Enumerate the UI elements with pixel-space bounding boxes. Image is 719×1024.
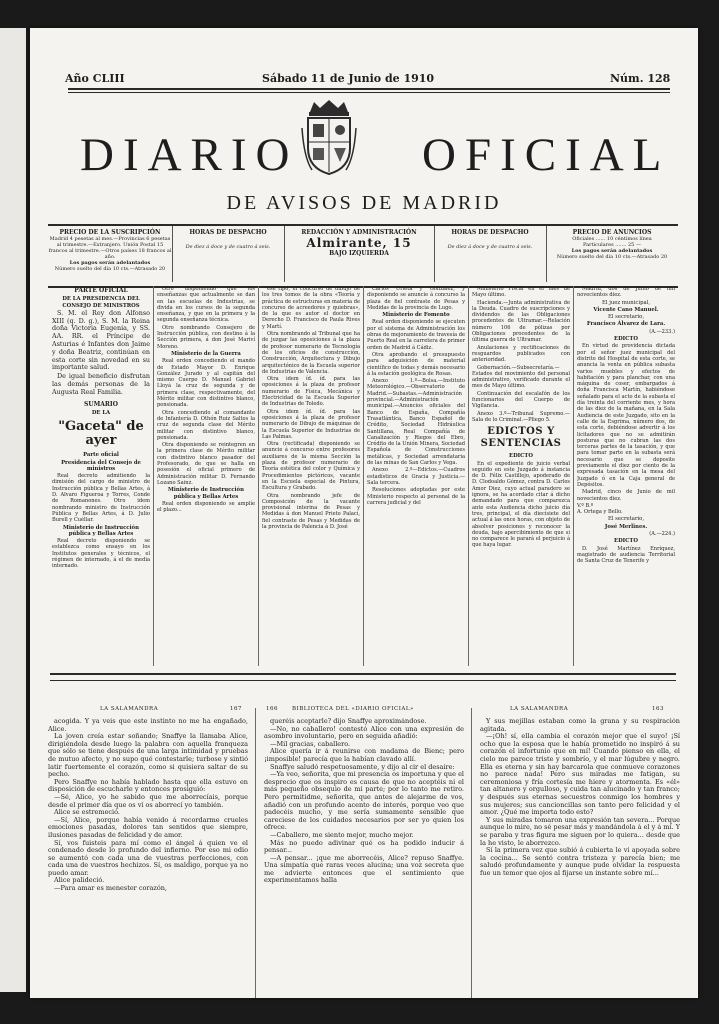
column-6: Madrid, dos de Junio de mil novecientos diez. El juez municipal, Vicente Cano Manuel. El secretario, Francisco Álvarez de Lara. (A.—233.) EDICTO En virtud de providencia dictada por el señor juez municipal del distrito del Hospital de esta corte, se anuncia la venta en pública subasta varios muebles y efectos de habitación y para planchar, con una máquina de coser, embargados á doña Francisca Martín, habiéndose señalado para el acto de la subasta el día treinta del corriente mes, y hora de las diez de la mañana, en la Sala Audiencia de este Juzgado, sito en la calle de la Esgrima, número dos, de esta corte, debiéndose advertir á los licitadores que no se admitirán posturas que no cubran las dos terceras partes de la tasación, y que para tomar parte en la subasta será necesario que se deposite previamente el diez por ciento de la expresada tasación en la mesa del Juzgado ó en la Caja general de Depósitos. Madrid, cinco de Junio de mil novecientos diez. V.º B.º A. Ortega y Bello. El secretario, José Merlines. (A.—224.) EDICTO D. José Martínez Enríquez, magistrado de audiencia Territorial de Santa Cruz de Tenerife y	[577, 286, 675, 565]
office-hours-right: HORAS DE DESPACHO De diez á doce y de cuatro á seis.	[434, 226, 547, 282]
info-bar	[48, 224, 678, 288]
masthead-subtitle: DE AVISOS DE MADRID	[226, 192, 502, 214]
column-divider	[153, 286, 154, 666]
editorial-office: REDACCIÓN Y ADMINISTRACIÓN Almirante, 15 BAJO IZQUIERDA	[284, 226, 435, 282]
subscription-prices: PRECIO DE LA SUSCRIPCIÓN Madrid 4 pesetas al mes.—Provincias 6 pesetas al trimestre.—Extranjero. Unión Postal 15 francos al trimestre.—Otros países 18 francos al año. Los pagos serán adelantados Número suelto del día 10 cts.—Atrasado 20	[48, 226, 173, 282]
novel-page-1: acogida. Y ya veis que este instinto no me ha engañado, Alice. La joven creía estar soñando; Snaffye la llamaba Alice, dirigiéndola desde luego la palabra con aquella franqueza que sólo se tiene después de una larga intimidad y pruebas de mutuo afecto, y no supo qué contestarle; turbose y sintió latir fuertemente el corazón, como si quisiera saltar de su pecho. Pero Snaffye no había hablado hasta que ella estuvo en disposición de escucharle y entonces prosiguió: —Sé, Alice, yo he sabido que me aborrecíais, porque desde el primer día que os ví os aborrecí yo también. Alice se estremeció. —Sí, Alice, porque había venido á recordarme crueles emociones pasadas, dolores tan sentidos que siempre, ilusiones pasadas de felicidad y de amor. Sí, vos fuisteis para mí como el ángel á quien ve el condenado desde lo profundo del infierno. Por eso mi odio se aumentó con cada una de vuestras perfecciones, con cada una de vuestros hechizos. Sí, os maldigo, porque ya no puedo amar. Alice palideció. —Para amar es menester corazón,	[48, 718, 248, 893]
coat-of-arms-icon	[300, 98, 358, 178]
gaceta-heading: "Gaceta" de ayer	[58, 419, 144, 449]
novel-running-title-2: BIBLIOTECA DEL «DIARIO OFICIAL»	[292, 706, 414, 712]
newspaper-page	[30, 28, 698, 998]
novel-page-2: queréis aceptarle? dijo Snaffye aproximándose. —No, no caballero! contestó Alice con una expresión de asombro involuntario, pero en seguida añadió: —Mil gracias, caballero. Alice quería ir á reunirse con madama de Bienc; pero ¡imposible! parecía que la habían clavado allí. Snaffye saludó respetuosamente, y dijo al cir el desaire: —Ya veo, señorita, que mi presencia os importuna y que el desprecio que os inspiro es causa de que no aceptéis ni el más pequeño obsequio de mi parte; por lo tanto me retiro. Pero permitidme, señorita, que antes de alejarme de vos, añadió con un profundo acento de interés, porque veo que padecéis mucho, y me sería sumamente sensible que careciese de los cuidados necesarios por ser yo quien los ofrece. —Caballero, me siento mejor, mucho mejor. Más no puedo adivinar qué os ha podido inducir á pensar... —A pensar... ¡que me aborrecéis, Alice? repuso Snaffye. Una simpatía que raras veces alucina; una voz secreta que me advierte entonces que el sentimiento que experimentamos halla	[264, 718, 464, 885]
column-1: PARTE OFICIAL DE LA PRESIDENCIA DEL CONSEJO DE MINISTROS S. M. el Rey don Alfonso XIII (q. D. g.), S. M. la Reina doña Victoria Eugenia, y SS. AA. RR. el Príncipe de Asturias é Infantes don Jaime y doña Beatriz, continúan en esta corte sin novedad en su importante salud. De igual beneficio disfrutan las demás personas de la Augusta Real Familia. SUMARIO DE LA "Gaceta" de ayer Parte oficial Presidencia del Consejo de ministros Real decreto admitiendo la dimisión del cargo de ministro de Instrucción pública y Bellas Artes, á D. Alvaro Figueroa y Torres, Conde de Romanones. Otro idem nombrando ministro de Instrucción Pública y Bellas Artes, á D. Julio Burell y Cuéllar. Ministerio de Instrucción pública y Bellas Artes Real decreto disponiendo se establezca como ensayo en los Institutos generales y técnicos, el régimen de internado, á el de media internado.	[52, 287, 150, 570]
novel-divider	[255, 708, 256, 998]
adjacent-page-edge	[0, 28, 26, 992]
column-2: Otro disponiendo que los enseñanzas que actualmente se dan en las escuelas de Industrias, se divida en los cursos de la segunda enseñanza, y que en la primera y la segunda enseñanza técnica. Otro nombrando Consejero de Instrucción pública, con destino á la Sección primera, á don José Mariví Moreno. Ministerio de la Guerra Real orden concediendo el mando de Estado Mayor D. Enrique González Jurado y al capitán del mismo Cuerpo D. Manuel Gabriel Lloyá la cruz de segunda y de primera clase, respectivamente, del Mérito militar con distintivo blanco, pensionada. Otra concediendo al comandante de Infantería D. Othón Ruiz Saltos la cruz de segunda clase del Mérito militar con distintivo blanco, pensionada. Otra disponiendo se reintegren en la primera clase de Mérito militar con distintivo blanco pasador del Profesorado, de que se halla en posesión el oficial primero de Administración militar D. Fernando Lozano Sainz. Ministerio de Instrucción pública y Bellas Artes Real orden disponiendo se amplíe el plazo...	[157, 286, 255, 514]
office-hours-left: HORAS DE DESPACHO De diez á doce y de cuatro á seis.	[172, 226, 285, 282]
novel-page-3: Y sus mejillas estaban como la grana y su respiración agitada. —¡Oh! sí, ella cambia el corazón mejor que el suyo! ¡Sí ocho que la esposa que le había prometido no inspiró á su corazón el infortunio que en mí! Cuando pienso en ella, el cielo me parece triste y sombrío, y el mar lúgubre y negro. Ella es eterna y sin hay barcarola que conmueve corazones no parece nada! Pero sus miradas me fatigan, su ceremoniosa y fría cortesía me hiere y atormenta. Es «él» tan altanero y orgulloso, y cuida tan alucinado y tan franco; y después sus eternas secuestros conmigo los hombres y sus mujeres; sus cancioncillas son tanto pero felicidad y el amor. ¿Qué me importa todo esto? Y sus miradas tomaron una expresión tan severa... Porque aunque lo mire, no sé pesar más y mandándola á el y á mí. Y se paraba y tras figura me siguen por lo quiera... desde que la he visto, le aborrezco. Sí la primera vez que subió á cubierta le vi apoyada sobre la cocina... Se sentó contra tristeza y parecía bien; me saludó profundamente y aunque pude olvidar la respuesta fue un temor que ojos al fijarse un instante sobre mí...	[480, 718, 680, 877]
header-rule-thin	[68, 92, 670, 93]
royal-health-notice: S. M. el Rey don Alfonso XIII (q. D. g.), S. M. la Reina doña Victoria Eugenia, y SS. AA. RR. el Príncipe de Asturias é Infantes don Jaime y doña Beatriz, continúan en esta corte sin novedad en su importante salud.	[52, 308, 150, 372]
novel-running-title-3: LA SALAMANDRA	[510, 706, 569, 712]
masthead-title-left: DIARIO	[80, 129, 299, 181]
office-address: Almirante, 15	[306, 236, 412, 250]
column-4: Carlos Urieta y González, y disponiendo se anuncie á concurso la plaza de fiel contraste de Pesas y Medidas de la provincia de Lugo. Ministerio de Fomento Real orden disponiendo se ejecuten por el sistema de Administración los obras de mejoramiento de travesía de Puerto Real en la carretera de primer orden de Madrid á Cádiz. Otra aprobando el presupuesto para adquisición de material científico de todas y demás necesario á la estación geológica de Rosas. Anexo 1.º—Bolsa.—Instituto Meteorológico.—Observatorio de Madrid.—Subastas.—Administración provincial.—Administración municipal.—Anuncios oficiales del Banco de España, Compañía Trasatlántica, Banco Español de Crédito, Sociedad Hidráulica Santillana, Real Compañía de Canalización y Riegos del Ebro, Crédito de la Unión Minera, Sociedad Española de Construcciones metálicas, y Sociedad arrendataria de las minas de San Carlos y Vega. Anexo 2.º—Edictos.—Cuadros estadísticos de Gracia y Justicia.—Sala tercera. Resoluciones adoptadas por este Ministerio respecto al personal de la carrera judicial y del	[367, 286, 465, 506]
column-divider	[468, 286, 469, 666]
novel-page-number-2: 166	[266, 706, 278, 712]
masthead-title-right: OFICIAL	[422, 129, 671, 181]
column-5: Ministerio Fiscal en el mes de Mayo último. Hacienda.—Junta administrativa de la Deuda. Cuadro de suscripciones y dividendos de las Obligaciones procedentes de Ultramar.—Relación número 106 de pólizas por Obligaciones procedentes de la última guerra de Ultramar. Anulaciones y rectificaciones de resguardos publicados con anterioridad. Gobernación.—Subsecretaría.—Estados del movimiento del personal administrativo, verificado durante el mes de Mayo último. Continuación del escalafón de los funcionarios del Cuerpo de Vigilancia. Anexo 3.º—Tribunal Supremo.—Sala de lo Criminal.—Pliego 5. EDICTOS Y SENTENCIAS EDICTO En el expediente de juicio verbal seguido en este Juzgado á instancia de D. Félix Castillejo, apoderado de D. Clodoaldo Gómez, contra D. Carlos Amor Diez, cuyo actual paradero se ignora, se ha acordado citar á dicho demandado para que comparezca ante esta Audiencia dicho juicio día tres, principal, el día diecisiete del actual á las once horas, con objeto de absolver posiciones y reconocer la deuda, bajo apercibimiento de que si no comparece le parará el perjuicio á que haya lugar.	[472, 286, 570, 549]
novel-page-number-1: 167	[230, 706, 242, 712]
column-3: ese tipo, el concurso de dibujo de los tres tomos de la obra «Teoría y práctica de estructuras en materia de concurso de acreedores y quiebras», de la que es autor el doctor en Derecho D. Francisco de Paula Rives y Martí. Otra nombrando al Tribunal que ha de juzgar las oposiciones á la plaza de profesor numerario de Tecnología de los oficios de construcción, Construcción, Arquitectura y Dibujo arquitectónico de la Escuela superior de Industrias de Valencia. Otra idem íd. íd. para las oposiciones á la plaza de profesor numerario de Física, Mecánica y Electricidad de la Escuela Superior de Industrias de Toledo. Otra idem íd. íd. para las oposiciones á la plaza de profesor numerario de Dibujo de máquinas de la Escuela Superior de Industrias de Las Palmas. Otra (rectificada) disponiendo se anuncie á concurso entre profesores auxiliares de la misma Sección la plaza de profesor numerario de Teoría estética del color y Química y Procedimientos pictóricos, vacante en la Escuela especial de Pintura, Escultura y Grabado. Otra nombrando jefe de Composición de la vacante provisional interina de Pesas y Medidas á don Manuel Prieto Palací, fiel contraste de Pesas y Medidas de la provincia de Palencia á D. José	[262, 286, 360, 530]
novel-running-title-1: LA SALAMANDRA	[100, 706, 159, 712]
novel-page-number-3: 163	[652, 706, 664, 712]
issue-number: Núm. 128	[610, 72, 671, 85]
header-rule	[68, 88, 670, 90]
issue-date: Sábado 11 de Junio de 1910	[262, 72, 435, 85]
novel-divider	[471, 708, 472, 998]
column-divider	[258, 286, 259, 666]
edictos-heading: EDICTOS Y SENTENCIAS	[480, 426, 562, 450]
column-divider	[363, 286, 364, 666]
section-rule-thin	[50, 680, 676, 681]
section-rule	[50, 673, 676, 675]
advertising-prices: PRECIO DE ANUNCIOS Oficiales ...... 10 céntimos línea Particulares ....... 25 — Los pagos serán adelantados Número suelto del día 10 cts.—Atrasado 20	[556, 229, 668, 260]
issue-year: Año CLIII	[65, 72, 125, 85]
column-divider	[573, 286, 574, 666]
